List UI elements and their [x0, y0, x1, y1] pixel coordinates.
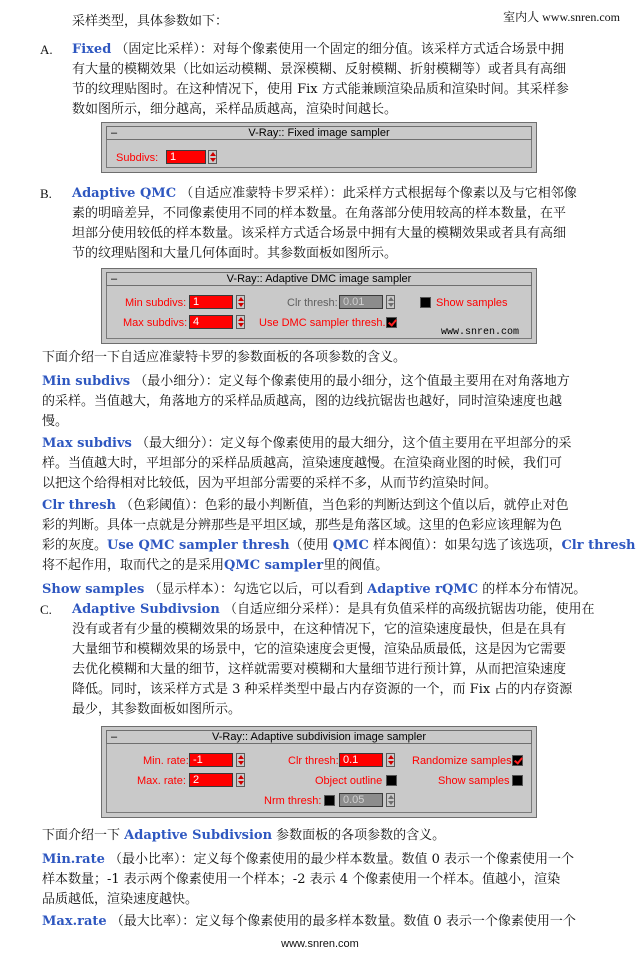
show-samples-label: Show samples [436, 297, 508, 309]
use-dmc-thresh-label: Use DMC sampler thresh. [259, 317, 386, 329]
clr-thresh-text-3e: 样本阀值）：如果勾选了该选项， [372, 538, 562, 553]
min-subdivs-para-line-3: 慢。 [42, 414, 69, 429]
min-subdivs-para-line-2: 的采样。当值越大，角落地方的采样品质越高，图的边线抗锯齿也越好，同时渲染速度也越 [42, 394, 563, 409]
fixed-para-line-3: 节的纹理贴图时。在这种情况下，使用 Fix 方式能兼顾渲染品质和渲染时间。其采样参 [72, 82, 569, 97]
subdiv-intro-c: 参数面板的各项参数的含义。 [276, 828, 446, 843]
clr-thresh-text-1: （色彩阈值）：色彩的最小判断值，当色彩的判断达到这个值以后，就停止对色 [120, 498, 569, 513]
panel-watermark: www.snren.com [441, 327, 520, 338]
qmc-text-1: （自适应准蒙特卡罗采样）：此采样方式根据每个像素以及与它相邻像 [180, 186, 577, 201]
show-samples-text-1a: （显示样本）：勾选它以后，可以看到 [148, 582, 363, 597]
min-rate-para-line-1 [42, 850, 574, 870]
min-rate-label: Min. rate: [143, 755, 189, 767]
clr-thresh-input[interactable]: 0.01 [339, 295, 383, 309]
list-letter-b: B. [40, 186, 52, 201]
dmc-panel-body [106, 286, 532, 339]
max-rate-spinner-icon[interactable] [236, 773, 245, 787]
list-letter-c: C. [40, 602, 52, 617]
term-min-rate: Min.rate [42, 852, 105, 867]
term-clr-thresh-2: Clr thresh [561, 538, 636, 553]
fixed-panel-title: V-Ray:: Fixed image sampler [248, 127, 390, 139]
subdiv-para-line-2: 没有或者有少量的模糊效果的场景中，在这种情况下，它的渲染速度最快，但是在具有 [72, 622, 567, 637]
fixed-para-line-2: 有大量的模糊效果（比如运动模糊、景深模糊、反射模糊、折射模糊等）或者具有高细 [72, 62, 567, 77]
subdiv-panel-body [106, 744, 532, 813]
term-adaptive-qmc: Adaptive QMC [72, 186, 177, 201]
subdiv-para-line-5: 降低。同时，该采样方式是 3 种采样类型中最占内存资源的一个，而 Fix 占的内存资源 [72, 682, 573, 697]
fixed-para-line-1 [72, 40, 564, 60]
subdiv-sampler-panel [101, 726, 537, 818]
term-show-samples: Show samples [42, 582, 145, 597]
max-subdivs-para-line-1 [42, 434, 572, 454]
footer-site: www.snren.com [281, 938, 359, 950]
object-outline-checkbox[interactable] [386, 775, 397, 786]
qmc-para-line-4: 节的纹理贴图和大量几何体面时。其参数面板如图所示。 [72, 246, 398, 261]
randomize-samples-label: Randomize samples [412, 755, 512, 767]
collapse-icon[interactable]: – [111, 731, 118, 743]
subdiv-intro-a: 下面介绍一下 [42, 828, 121, 843]
use-dmc-thresh-checkbox[interactable] [386, 317, 397, 328]
subdivs-spinner-icon[interactable] [208, 150, 217, 164]
qmc-para-line-3: 坦部分使用较低的样本数量。该采样方式适合场景中拥有大量的模糊效果或者具有高细 [72, 226, 567, 241]
subdiv-panel-title: V-Ray:: Adaptive subdivision image sampler [212, 731, 426, 743]
clr-thresh-para-line-4 [42, 556, 388, 576]
term-max-rate: Max.rate [42, 914, 107, 929]
term-min-subdivs: Min subdivs [42, 374, 131, 389]
list-letter-a: A. [40, 42, 53, 57]
subdiv-intro-text [42, 826, 445, 846]
subdiv-panel-header[interactable] [106, 730, 532, 744]
fixed-sampler-panel [101, 122, 537, 173]
collapse-icon[interactable]: – [111, 127, 118, 139]
min-subdivs-label: Min subdivs: [125, 297, 187, 309]
max-subdivs-text-1: （最大细分）：定义每个像素使用的最大细分，这个值主要用在平坦部分的采 [136, 436, 572, 451]
term-adaptive-rqmc: Adaptive rQMC [367, 582, 479, 597]
min-rate-para-line-2: 样本数量；-1 表示两个像素使用一个样本；-2 表示 4 个像素使用一个样本。值越小，渲染 [42, 872, 561, 887]
show-samples-text-1c: 的样本分布情况。 [482, 582, 587, 597]
clr-thresh-para-line-1 [42, 496, 569, 516]
qmc-para-line-1 [72, 184, 577, 204]
subdiv-para-line-1 [72, 600, 595, 620]
min-rate-text-1: （最小比率）：定义每个像素使用的最少样本数量。数值 0 表示一个像素使用一个 [109, 852, 575, 867]
clr-thresh-para-line-2: 彩的判断。具体一点就是分辨那些是平坦区域，那些是角落区域。这里的色彩应该理解为色 [42, 518, 563, 533]
fixed-panel-body [106, 140, 532, 168]
term-qmc-sampler: QMC sampler [224, 558, 324, 573]
fixed-panel-header[interactable] [106, 126, 532, 140]
max-rate-input[interactable]: 2 [189, 773, 233, 787]
subdiv-show-samples-label: Show samples [438, 775, 510, 787]
dmc-intro-text: 下面介绍一下自适应准蒙特卡罗的参数面板的各项参数的含义。 [42, 350, 407, 365]
min-subdivs-text-1: （最小细分）：定义每个像素使用的最小细分，这个值最主要用在对角落地方 [134, 374, 570, 389]
qmc-para-line-2: 素的明暗差异，不同像素使用不同的样本数量。在角落部分使用较高的样本数量，在平 [72, 206, 567, 221]
subdiv-show-samples-checkbox[interactable] [512, 775, 523, 786]
subdiv-clr-thresh-label: Clr thresh: [288, 755, 339, 767]
subdivs-input[interactable]: 1 [166, 150, 206, 164]
nrm-thresh-label: Nrm thresh: [264, 795, 322, 807]
subdiv-para-line-4: 去优化模糊和大量的细节，这样就需要对模糊和大量细节进行预计算，从而把渲染速度 [72, 662, 567, 677]
clr-thresh-spinner-icon[interactable] [386, 295, 395, 309]
max-subdivs-input[interactable]: 4 [189, 315, 233, 329]
clr-thresh-text-3c: （使用 [289, 538, 329, 553]
subdiv-clr-thresh-input[interactable]: 0.1 [339, 753, 383, 767]
min-subdivs-input[interactable]: 1 [189, 295, 233, 309]
max-subdivs-label: Max subdivs: [123, 317, 188, 329]
dmc-panel-header[interactable] [106, 272, 532, 286]
clr-thresh-para-line-3 [42, 536, 635, 556]
clr-thresh-text-3a: 彩的灰度。 [42, 538, 108, 553]
term-clr-thresh: Clr thresh [42, 498, 117, 513]
min-subdivs-spinner-icon[interactable] [236, 295, 245, 309]
subdivs-label: Subdivs: [116, 152, 159, 164]
term-adaptive-subdivsion: Adaptive Subdivsion [72, 602, 220, 617]
fixed-text-1: （固定比采样）：对每个像素使用一个固定的细分值。该采样方式适合场景中拥 [115, 42, 564, 57]
clr-thresh-text-4a: 将不起作用，取而代之的是采用 [42, 558, 225, 573]
term-max-subdivs: Max subdivs [42, 436, 132, 451]
nrm-thresh-spinner-icon[interactable] [386, 793, 395, 807]
intro-text: 采样类型，具体参数如下： [72, 14, 229, 29]
collapse-icon[interactable]: – [111, 273, 118, 285]
dmc-sampler-panel [101, 268, 537, 344]
min-rate-spinner-icon[interactable] [236, 753, 245, 767]
max-subdivs-para-line-2: 样。当值越大时，平坦部分的采样品质越高，渲染速度越慢。在渲染商业图的时候，我们可 [42, 456, 563, 471]
header-site: 室内人 www.snren.com [503, 10, 620, 24]
max-subdivs-para-line-3: 以把这个给得相对比较低，因为平坦部分需要的采样不多，从而节约渲染时间。 [42, 476, 498, 491]
nrm-thresh-checkbox[interactable] [324, 795, 335, 806]
max-rate-text-1: （最大比率）：定义每个像素使用的最多样本数量。数值 0 表示一个像素使用一个 [110, 914, 576, 929]
max-rate-label: Max. rate: [137, 775, 186, 787]
object-outline-label: Object outline [315, 775, 383, 787]
nrm-thresh-input[interactable]: 0.05 [339, 793, 383, 807]
show-samples-checkbox[interactable] [420, 297, 431, 308]
subdiv-text-1: （自适应细分采样）：是具有负值采样的高级抗锯齿功能，使用在 [224, 602, 595, 617]
subdiv-para-line-3: 大量细节和模糊效果的场景中，它的渲染速度会更慢，渲染品质最低，这是因为它需要 [72, 642, 567, 657]
max-subdivs-spinner-icon[interactable] [236, 315, 245, 329]
subdiv-clr-thresh-spinner-icon[interactable] [386, 753, 395, 767]
subdiv-para-line-6: 最少，其参数面板如图所示。 [72, 702, 242, 717]
randomize-samples-checkbox[interactable] [512, 755, 523, 766]
max-rate-para-line-1 [42, 912, 576, 932]
term-use-qmc-sampler-thresh: Use QMC sampler thresh [107, 538, 290, 553]
term-fixed: Fixed [72, 42, 112, 57]
clr-thresh-text-4c: 里的阀值。 [323, 558, 389, 573]
term-adaptive-subdivsion-2: Adaptive Subdivsion [124, 828, 273, 843]
show-samples-para-line-1 [42, 580, 586, 600]
min-rate-para-line-3: 品质越低，渲染速度越快。 [42, 892, 199, 907]
dmc-panel-title: V-Ray:: Adaptive DMC image sampler [226, 273, 412, 285]
term-qmc: QMC [332, 538, 369, 553]
min-rate-input[interactable]: -1 [189, 753, 233, 767]
min-subdivs-para-line-1 [42, 372, 570, 392]
clr-thresh-label: Clr thresh: [287, 297, 338, 309]
fixed-para-line-4: 数如图所示，细分越高，采样品质越高，渲染时间越长。 [72, 102, 398, 117]
